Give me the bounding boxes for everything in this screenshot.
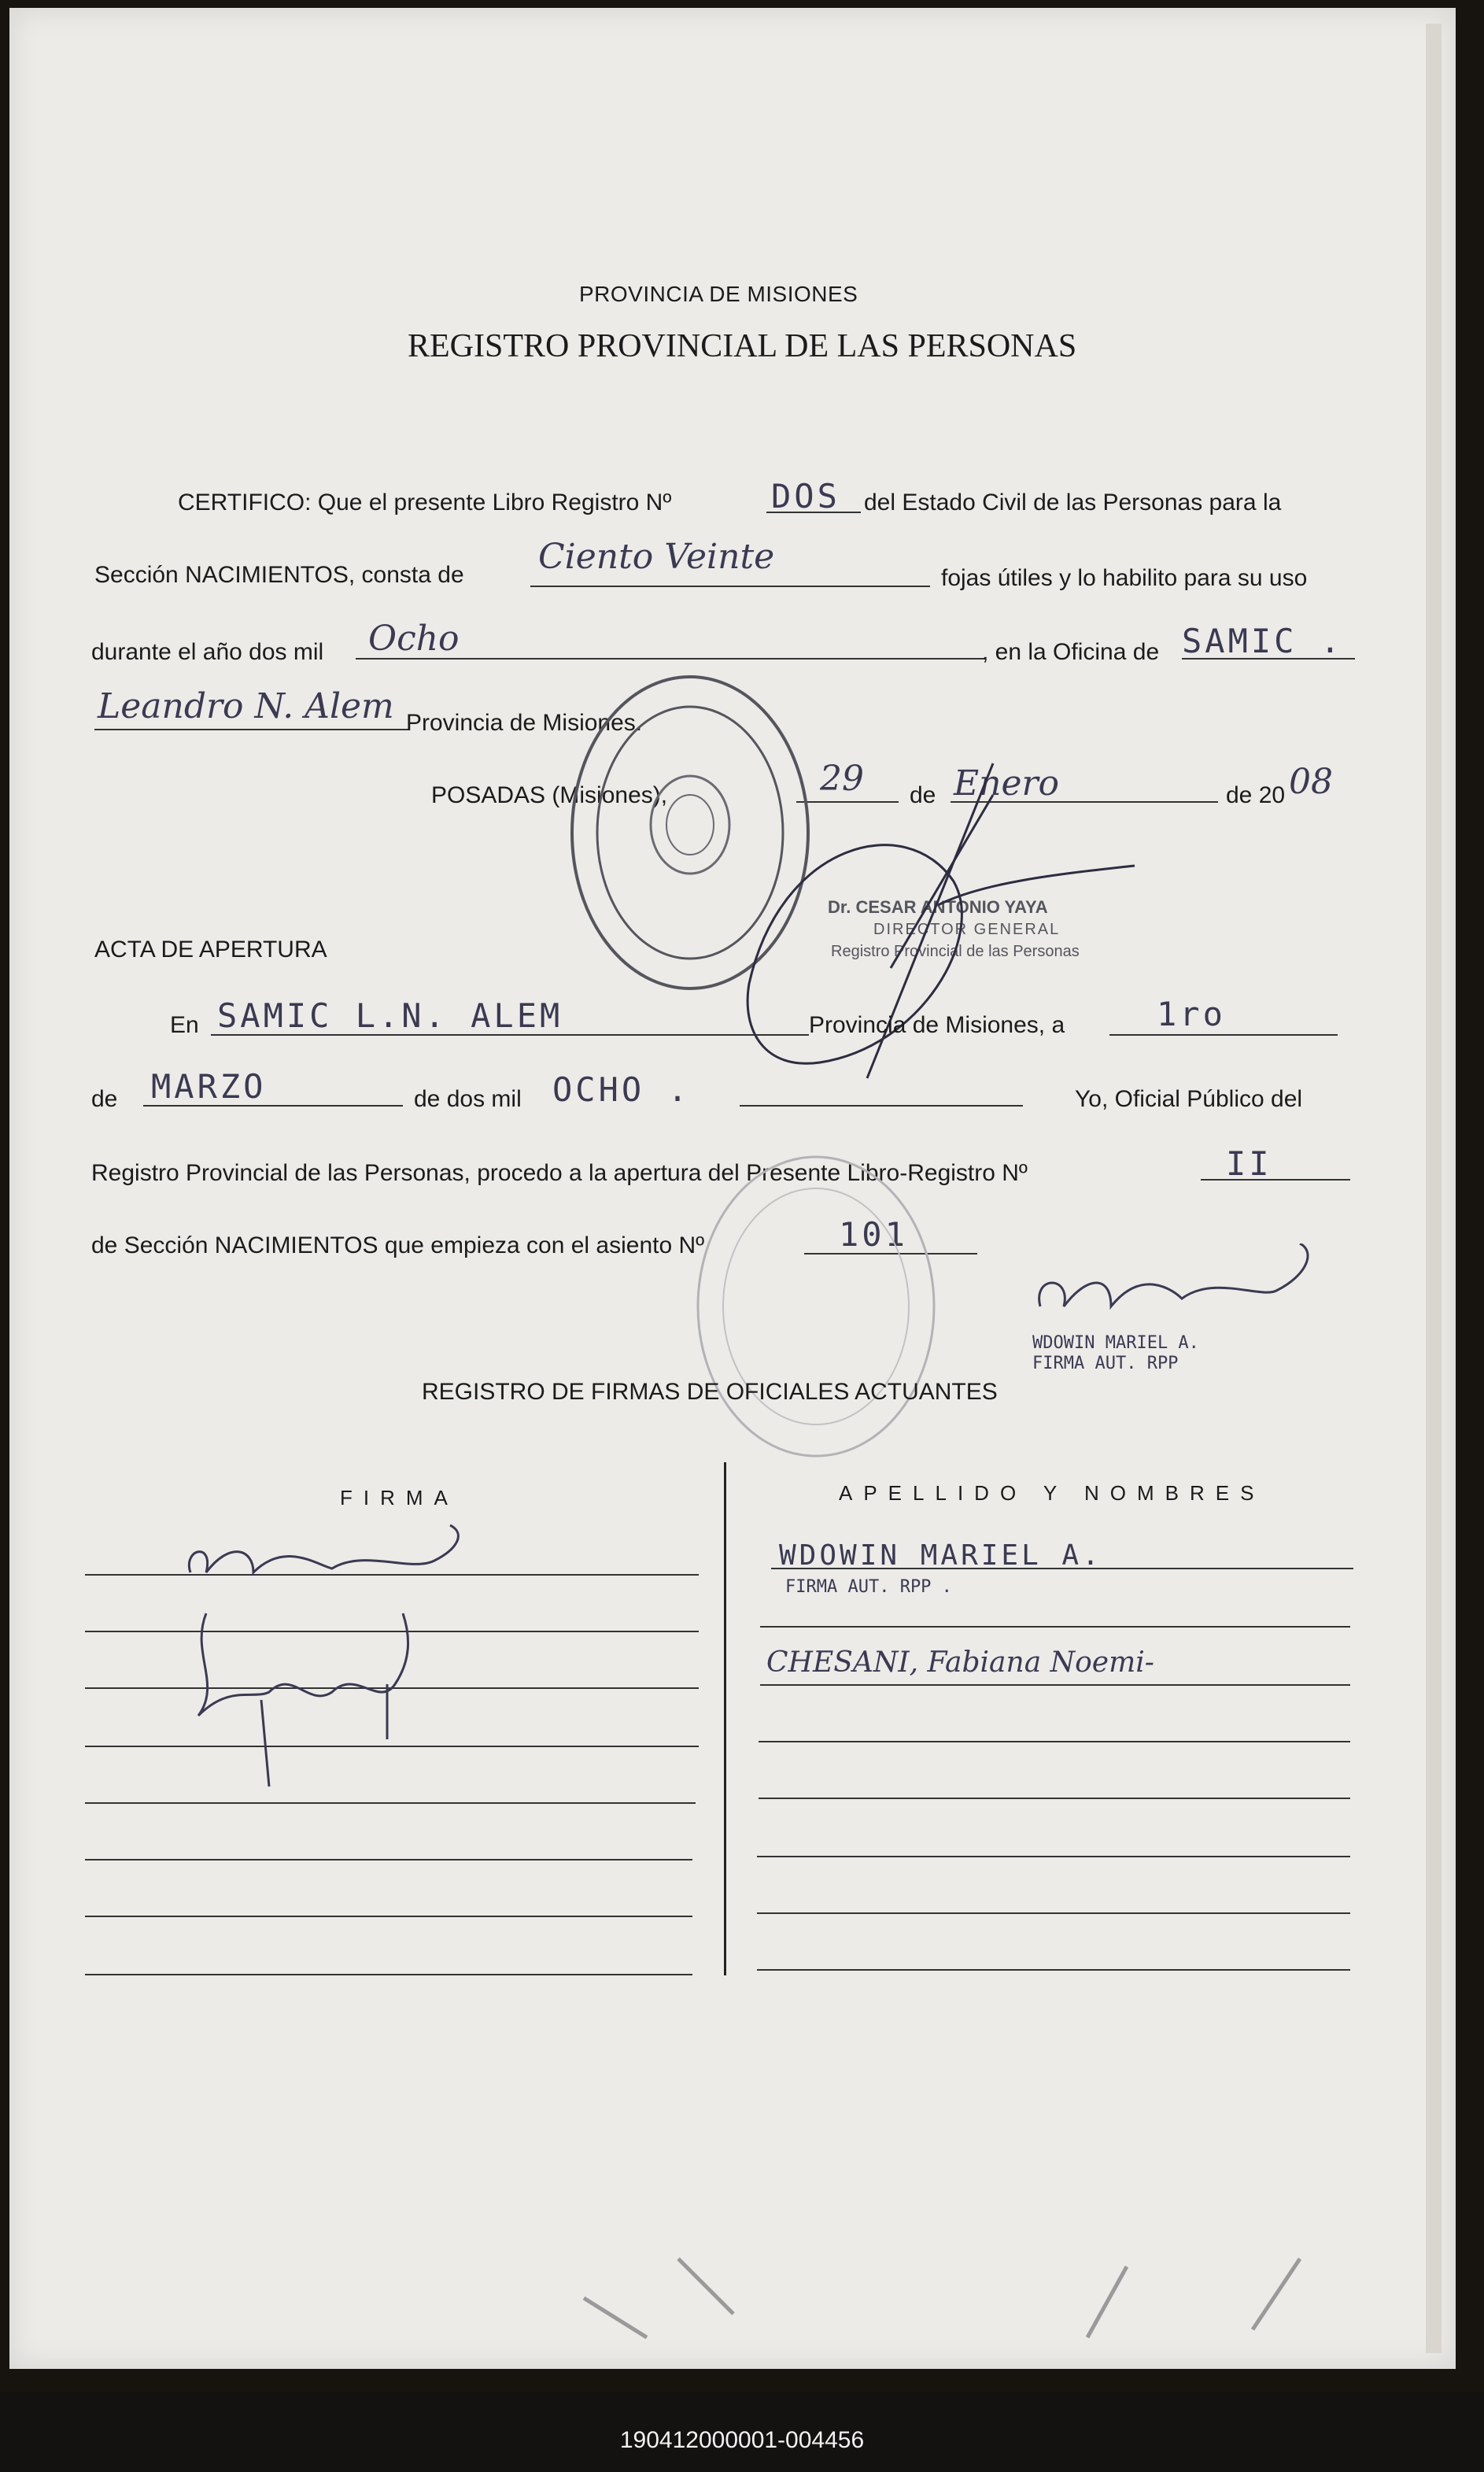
page-edge <box>1426 24 1442 2353</box>
apertura-heading: ACTA DE APERTURA <box>94 937 327 963</box>
place-label: POSADAS (Misiones), <box>431 782 668 808</box>
official-name-1: WDOWIN MARIEL A. <box>779 1539 1102 1572</box>
apertura-de: de <box>91 1086 118 1112</box>
cert-text-4: Provincia de Misiones. <box>406 710 643 736</box>
cert-text-2b: fojas útiles y lo habilito para su uso <box>941 565 1308 591</box>
month: Enero <box>954 763 1060 804</box>
registry-title: REGISTRO PROVINCIAL DE LAS PERSONAS <box>408 328 1077 364</box>
column-divider <box>724 1462 726 1975</box>
firma-signature-2 <box>175 1590 434 1794</box>
book-number: DOS <box>771 477 840 515</box>
col-firma: FIRMA <box>340 1486 459 1509</box>
footer-id: 190412000001-004456 <box>619 2427 865 2453</box>
sig-caption-1: WDOWIN MARIEL A. <box>1032 1333 1199 1353</box>
cert-text-1a: CERTIFICO: Que el presente Libro Registro Nº <box>178 490 672 515</box>
cert-text-1b: del Estado Civil de las Personas para la <box>864 490 1282 515</box>
entry-number: 101 <box>839 1215 908 1254</box>
official-name-2: CHESANI, Fabiana Noemi- <box>766 1646 1154 1679</box>
apertura-place: SAMIC L.N. ALEM <box>217 996 563 1035</box>
cert-text-3b: , en la Oficina de <box>982 639 1160 665</box>
col-apellido: APELLIDO Y NOMBRES <box>839 1481 1265 1505</box>
apertura-year: OCHO . <box>552 1070 691 1109</box>
apertura-month: MARZO <box>151 1067 267 1106</box>
de-2: de 20 <box>1226 782 1286 808</box>
director-office: Registro Provincial de las Personas <box>831 943 1080 960</box>
province-header: PROVINCIA DE MISIONES <box>579 282 858 306</box>
director-title: DIRECTOR GENERAL <box>873 921 1061 938</box>
apertura-line3: Registro Provincial de las Personas, procedo a la apertura del Presente Libro-Registro Nº <box>91 1160 1028 1186</box>
document-page <box>9 8 1456 2369</box>
apertura-day: 1ro <box>1157 995 1226 1033</box>
pages-count: Ciento Veinte <box>538 537 775 577</box>
official-signature <box>1024 1243 1323 1338</box>
year-word: Ocho <box>368 619 460 659</box>
officials-heading: REGISTRO DE FIRMAS DE OFICIALES ACTUANTES <box>422 1379 998 1405</box>
apertura-dos-mil: de dos mil <box>414 1086 522 1112</box>
apertura-prov: Provincia de Misiones, a <box>809 1012 1065 1038</box>
office-name-a: SAMIC . <box>1182 622 1344 660</box>
footer-bar <box>0 2393 1484 2472</box>
director-signature <box>733 748 1143 1094</box>
apertura-en: En <box>170 1012 199 1038</box>
firma-signature-1 <box>175 1517 474 1588</box>
year-suffix: 08 <box>1289 762 1333 802</box>
director-name: Dr. CESAR ANTONIO YAYA <box>828 897 1048 917</box>
cert-text-3a: durante el año dos mil <box>91 639 324 665</box>
sig-caption-2: FIRMA AUT. RPP <box>1032 1354 1179 1373</box>
de-1: de <box>910 782 936 808</box>
official-sub-1: FIRMA AUT. RPP . <box>785 1577 952 1597</box>
day: 29 <box>820 759 864 799</box>
staples <box>560 2243 1331 2345</box>
office-name-b: Leandro N. Alem <box>98 686 394 726</box>
register-number: II <box>1226 1144 1272 1183</box>
apertura-line4: de Sección NACIMIENTOS que empieza con el asiento Nº <box>91 1232 705 1258</box>
apertura-yo: Yo, Oficial Público del <box>1075 1086 1303 1112</box>
cert-text-2a: Sección NACIMIENTOS, consta de <box>94 562 464 588</box>
faded-seal <box>686 1149 946 1464</box>
